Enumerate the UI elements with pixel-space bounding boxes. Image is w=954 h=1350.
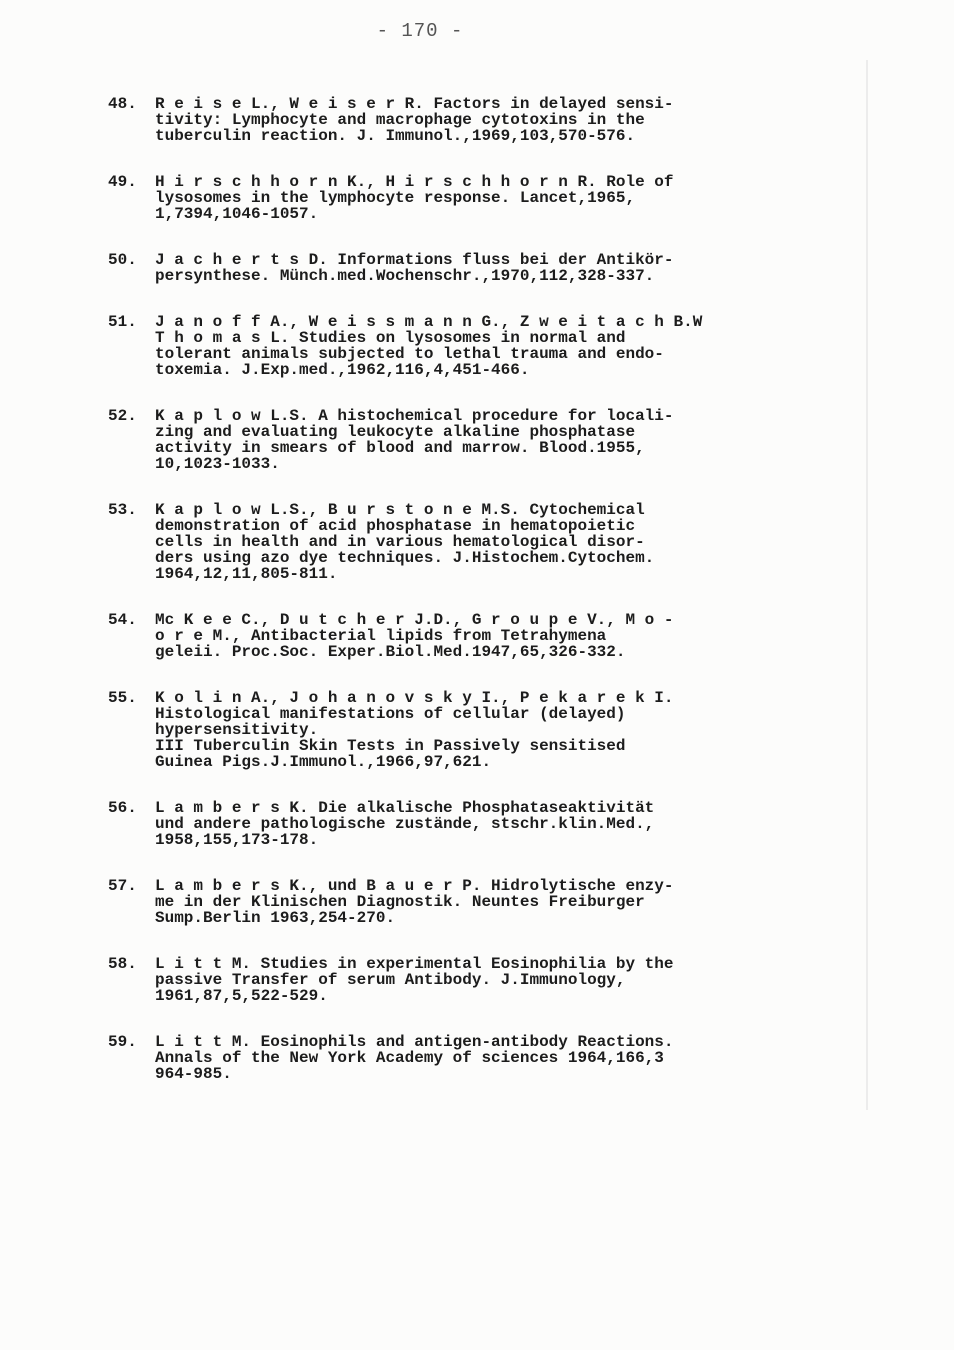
reference-entry (108, 956, 868, 1004)
reference-line: K a p l o w L.S. A histochemical procedure for locali- (155, 407, 674, 425)
reference-number: 51. (108, 313, 137, 331)
reference-line: L a m b e r s K. Die alkalische Phosphataseaktivität (155, 799, 655, 817)
reference-line: T h o m a s L. Studies on lysosomes in normal and (155, 329, 626, 347)
reference-number: 56. (108, 799, 137, 817)
reference-line: L a m b e r s K., und B a u e r P. Hidrolytische enzy- (155, 877, 674, 895)
reference-entry (108, 252, 868, 284)
reference-line: K a p l o w L.S., B u r s t o n e M.S. Cytochemical (155, 501, 645, 519)
reference-line: demonstration of acid phosphatase in hematopoietic (155, 517, 636, 535)
reference-text (155, 502, 868, 582)
page-number: - 170 - (376, 20, 464, 42)
reference-text (155, 96, 868, 144)
reference-entry (108, 314, 868, 378)
reference-entry (108, 408, 868, 472)
reference-line: geleii. Proc.Soc. Exper.Biol.Med.1947,65,326-332. (155, 643, 626, 661)
reference-line: 964-985. (155, 1065, 232, 1083)
reference-number: 54. (108, 611, 137, 629)
reference-number: 52. (108, 407, 137, 425)
reference-line: hypersensitivity. (155, 721, 319, 739)
reference-entry (108, 612, 868, 660)
reference-line: 1964,12,11,805-811. (155, 565, 338, 583)
reference-text (155, 956, 868, 1004)
reference-entry (108, 1034, 868, 1082)
reference-line: H i r s c h h o r n K., H i r s c h h o r n R. Role of (155, 173, 674, 191)
reference-list (108, 96, 868, 1112)
reference-line: J a n o f f A., W e i s s m a n n G., Z w e i t a c h B.W (155, 313, 703, 331)
reference-entry (108, 96, 868, 144)
reference-line: III Tuberculin Skin Tests in Passively sensitised (155, 737, 626, 755)
reference-line: cells in health and in various hematological disor- (155, 533, 645, 551)
reference-line: 1961,87,5,522-529. (155, 987, 328, 1005)
reference-line: R e i s e L., W e i s e r R. Factors in delayed sensi- (155, 95, 674, 113)
reference-line: persynthese. Münch.med.Wochenschr.,1970,112,328-337. (155, 267, 655, 285)
reference-text (155, 612, 868, 660)
reference-entry (108, 878, 868, 926)
reference-line: tolerant animals subjected to lethal trauma and endo- (155, 345, 664, 363)
reference-number: 49. (108, 173, 137, 191)
reference-line: Histological manifestations of cellular (delayed) (155, 705, 626, 723)
reference-line: passive Transfer of serum Antibody. J.Immunology, (155, 971, 626, 989)
reference-line: activity in smears of blood and marrow. Blood.1955, (155, 439, 645, 457)
reference-line: me in der Klinischen Diagnostik. Neuntes Freiburger (155, 893, 645, 911)
reference-text (155, 252, 868, 284)
reference-line: J a c h e r t s D. Informations fluss bei der Antikör- (155, 251, 674, 269)
reference-text (155, 690, 868, 770)
reference-line: Sump.Berlin 1963,254-270. (155, 909, 396, 927)
reference-line: 1958,155,173-178. (155, 831, 319, 849)
reference-entry (108, 800, 868, 848)
reference-number: 55. (108, 689, 137, 707)
reference-number: 58. (108, 955, 137, 973)
reference-line: lysosomes in the lymphocyte response. Lancet,1965, (155, 189, 636, 207)
reference-line: 10,1023-1033. (155, 455, 280, 473)
reference-line: o r e M., Antibacterial lipids from Tetrahymena (155, 627, 607, 645)
reference-line: zing and evaluating leukocyte alkaline phosphatase (155, 423, 636, 441)
reference-line: tuberculin reaction. J. Immunol.,1969,103,570-576. (155, 127, 636, 145)
reference-number: 59. (108, 1033, 137, 1051)
reference-text (155, 800, 868, 848)
reference-line: L i t t M. Eosinophils and antigen-antibody Reactions. (155, 1033, 674, 1051)
reference-entry (108, 174, 868, 222)
reference-text (155, 408, 868, 472)
reference-line: L i t t M. Studies in experimental Eosinophilia by the (155, 955, 674, 973)
reference-line: tivity: Lymphocyte and macrophage cytotoxins in the (155, 111, 645, 129)
reference-line: 1,7394,1046-1057. (155, 205, 319, 223)
reference-line: Annals of the New York Academy of sciences 1964,166,3 (155, 1049, 664, 1067)
reference-line: toxemia. J.Exp.med.,1962,116,4,451-466. (155, 361, 530, 379)
reference-line: ders using azo dye techniques. J.Histochem.Cytochem. (155, 549, 655, 567)
reference-number: 57. (108, 877, 137, 895)
reference-entry (108, 502, 868, 582)
reference-line: Guinea Pigs.J.Immunol.,1966,97,621. (155, 753, 492, 771)
reference-text (155, 174, 868, 222)
reference-number: 50. (108, 251, 137, 269)
reference-line: und andere pathologische zustände, stschr.klin.Med., (155, 815, 655, 833)
reference-number: 48. (108, 95, 137, 113)
reference-text (155, 878, 868, 926)
reference-line: Mc K e e C., D u t c h e r J.D., G r o u p e V., M o - (155, 611, 674, 629)
reference-number: 53. (108, 501, 137, 519)
reference-line: K o l i n A., J o h a n o v s k y I., P e k a r e k I. (155, 689, 674, 707)
reference-text (155, 314, 868, 378)
reference-entry (108, 690, 868, 770)
reference-text (155, 1034, 868, 1082)
